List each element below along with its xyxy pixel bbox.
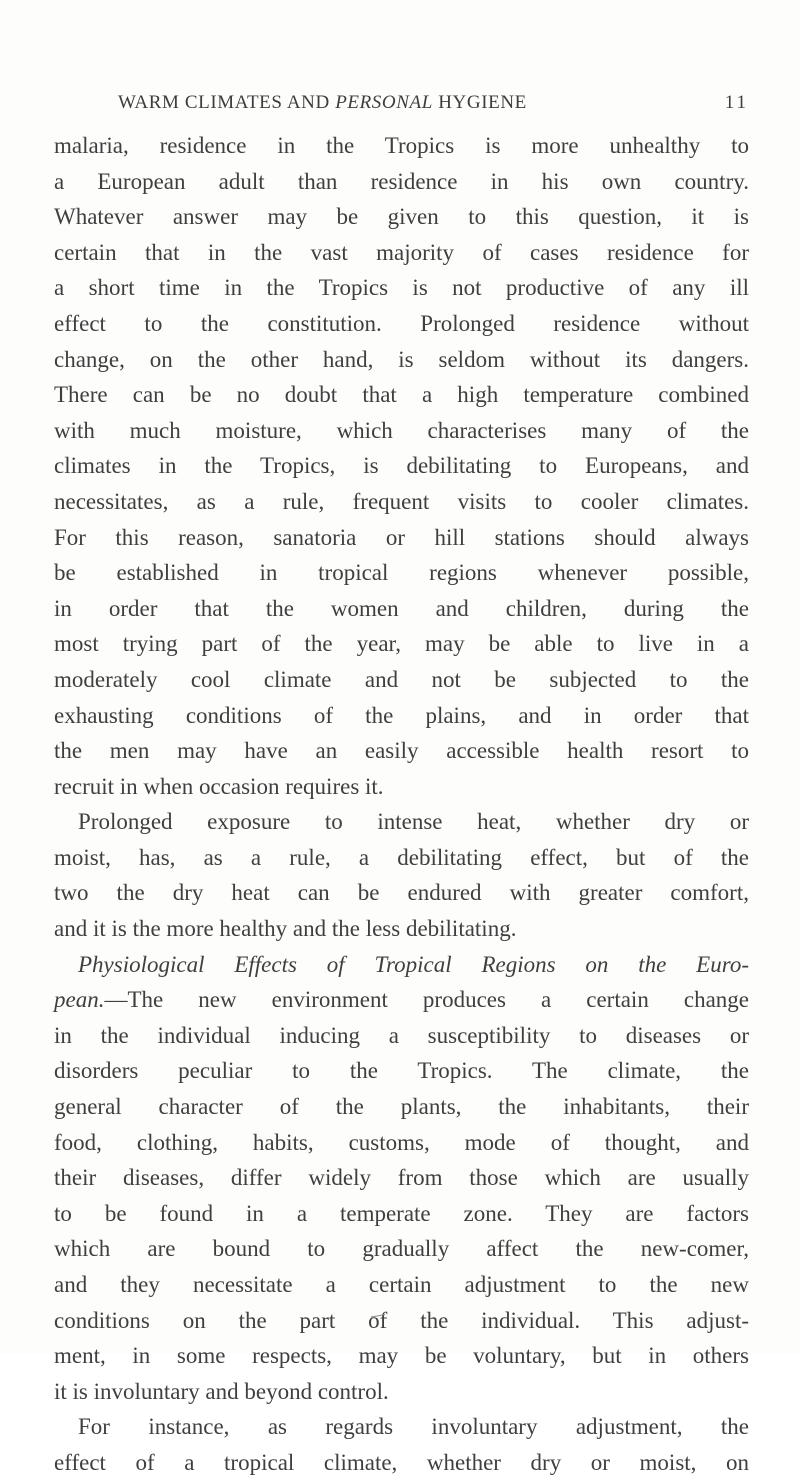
text-line: disorders peculiar to the Tropics. The climate, the — [54, 1058, 749, 1084]
text-line: in order that the women and children, during the — [54, 595, 749, 621]
running-head — [54, 92, 749, 118]
text-line: general character of the plants, the inhabitants, their — [54, 1094, 749, 1120]
text-line: necessitates, as a rule, frequent visits to cooler climates. — [54, 488, 749, 514]
text-line: recruit in when occasion requires it. — [54, 773, 384, 799]
text-line — [54, 982, 749, 1018]
text-line: a short time in the Tropics is not productive of any ill — [54, 275, 749, 301]
ink-mark — [370, 1314, 386, 1318]
section-heading-line — [54, 947, 749, 983]
text-line: ment, in some respects, may be voluntary, but in others — [54, 1343, 749, 1369]
text-line: two the dry heat can be endured with greater comfort, — [54, 880, 749, 906]
text-line: most trying part of the year, may be able to live in a — [54, 631, 749, 657]
page-number: 11 — [724, 92, 749, 113]
text-line: For instance, as regards involuntary adjustment, the — [78, 1414, 749, 1440]
text-line: There can be no doubt that a high temperature combined — [54, 382, 749, 408]
section-heading-continued: pean. — [54, 987, 105, 1013]
text-line: and it is the more healthy and the less debilitating. — [54, 916, 517, 942]
text-line: conditions on the part of the individual. This adjust- — [54, 1307, 749, 1333]
running-head-title: WARM CLIMATES AND PERSONAL HYGIENE — [118, 92, 527, 113]
text-line: For this reason, sanatoria or hill stations should always — [54, 524, 749, 550]
text-line: moderately cool climate and not be subjected to the — [54, 666, 749, 692]
text-line: with much moisture, which characterises many of the — [54, 417, 749, 443]
text-line: Prolonged exposure to intense heat, whether dry or — [78, 809, 749, 835]
text-line: the men may have an easily accessible health resort to — [54, 738, 749, 764]
text-line: to be found in a temperate zone. They are factors — [54, 1200, 749, 1226]
text-line: in the individual inducing a susceptibility to diseases or — [54, 1022, 749, 1048]
text-line: which are bound to gradually affect the new-comer, — [54, 1236, 749, 1262]
text-line: food, clothing, habits, customs, mode of thought, and — [54, 1129, 749, 1155]
running-head-italic: PERSONAL — [335, 92, 433, 113]
text-line: a European adult than residence in his own country. — [54, 168, 749, 194]
body-text — [54, 128, 749, 1481]
text-line: it is involuntary and beyond control. — [54, 1378, 389, 1404]
text-line: be established in tropical regions whenever possible, — [54, 560, 749, 586]
text-line: climates in the Tropics, is debilitating to Europeans, and — [54, 453, 749, 479]
text-line: change, on the other hand, is seldom without its dangers. — [54, 346, 749, 372]
text-line: their diseases, differ widely from those which are usually — [54, 1165, 749, 1191]
text-line: exhausting conditions of the plains, and in order that — [54, 702, 749, 728]
text-line: effect to the constitution. Prolonged residence without — [54, 310, 749, 336]
text-line-rest: —The new environment produces a certain change — [104, 987, 749, 1013]
text-line: malaria, residence in the Tropics is more unhealthy to — [54, 133, 749, 158]
section-heading: Physiological Effects of Tropical Regions on the Euro- — [78, 951, 749, 977]
text-line: effect of a tropical climate, whether dry or moist, on — [54, 1449, 749, 1475]
text-line: Whatever answer may be given to this question, it is — [54, 204, 749, 230]
text-line: moist, has, as a rule, a debilitating effect, but of the — [54, 844, 749, 870]
text-line: and they necessitate a certain adjustment to the new — [54, 1272, 749, 1297]
text-line: certain that in the vast majority of cases residence for — [54, 239, 749, 265]
